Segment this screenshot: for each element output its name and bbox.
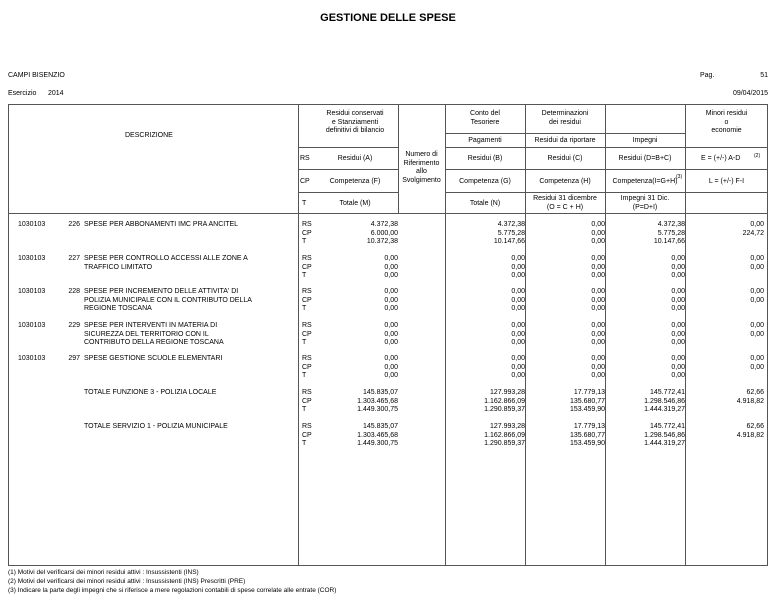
row-values-a: 0,00 0,00 0,00	[384, 355, 398, 379]
header-t: T	[302, 200, 307, 207]
header-minori-residui: Minori residui o economie	[705, 110, 748, 134]
total-values-c: 17.779,13 135.680,77 153.459,90	[569, 423, 605, 447]
row-values-c: 0,00 0,00 0,00	[591, 322, 605, 346]
row-flags: RS CP T	[302, 389, 312, 413]
total-description: TOTALE SERVIZIO 1 - POLIZIA MUNICIPALE	[84, 423, 228, 430]
total-values-b: 127.993,28 1.162.866,09 1.290.859,37	[484, 423, 525, 447]
header-competenza-f: Competenza (F)	[329, 178, 381, 185]
row-values-c: 0,00 0,00 0,00	[591, 255, 605, 279]
header-rule	[445, 192, 768, 193]
row-values-a: 0,00 0,00 0,00	[384, 255, 398, 279]
row-description: SPESE GESTIONE SCUOLE ELEMENTARI	[84, 355, 223, 362]
entity-name: CAMPI BISENZIO	[8, 72, 65, 79]
row-number: 227	[68, 255, 80, 262]
total-values-e: 62,66 4.918,82	[736, 423, 764, 439]
footnote: (1) Motivi del verificarsi dei minori residui attivi : Insussistenti (INS)	[8, 569, 199, 576]
total-description: TOTALE FUNZIONE 3 - POLIZIA LOCALE	[84, 389, 217, 396]
col-divider	[298, 104, 299, 566]
header-residui-a: Residui (A)	[337, 155, 373, 162]
row-flags: RS CP T	[302, 221, 312, 245]
row-values-c: 0,00 0,00 0,00	[591, 221, 605, 245]
header-rule	[445, 169, 768, 170]
header-descrizione: DESCRIZIONE	[125, 132, 173, 139]
row-values-a: 0,00 0,00 0,00	[384, 322, 398, 346]
header-rule	[445, 147, 768, 148]
header-rule	[298, 169, 398, 170]
header-competenza-i: Competenza(I=G+H)	[612, 178, 678, 185]
row-code: 1030103	[18, 322, 46, 329]
row-flags: RS CP T	[302, 355, 312, 379]
header-determinazioni: Determinazioni dei residui	[541, 110, 589, 126]
row-description: SPESE PER ABBONAMENTI IMC PRA ANCITEL	[84, 221, 239, 228]
header-impegni: Impegni	[632, 137, 658, 144]
header-totale-m: Totale (M)	[339, 200, 371, 207]
row-flags: RS CP T	[302, 255, 312, 279]
header-e-formula: E = (+/-) A-D	[701, 155, 741, 162]
row-description: SPESE PER CONTROLLO ACCESSI ALLE ZONE A TRAFFICO LIMITATO	[84, 255, 248, 271]
exercise-year: 2014	[48, 90, 64, 97]
row-number: 297	[68, 355, 80, 362]
row-flags: RS CP T	[302, 288, 312, 312]
header-residui-c: Residui (C)	[547, 155, 583, 162]
row-values-e: 0,00 0,00	[750, 322, 764, 338]
total-values-e: 62,66 4.918,82	[736, 389, 764, 405]
page-title: GESTIONE DELLE SPESE	[320, 12, 456, 24]
header-rule	[445, 133, 685, 134]
header-rs: RS	[300, 155, 310, 162]
row-values-b: 0,00 0,00 0,00	[511, 322, 525, 346]
row-values-e: 0,00 0,00	[750, 355, 764, 371]
header-residui-31: Residui 31 dicembre (O = C + H)	[533, 195, 597, 211]
row-code: 1030103	[18, 355, 46, 362]
total-values-d: 145.772,41 1.298.546,86 1.444.319,27	[644, 389, 685, 413]
row-values-e: 0,00 0,00	[750, 288, 764, 304]
row-values-d: 0,00 0,00 0,00	[671, 255, 685, 279]
footnote: (3) Indicare la parte degli impegni che si riferisce a mere regolazioni contabili di spese correlate alle entrate (COR)	[8, 587, 337, 594]
header-e-note: (2)	[754, 153, 761, 159]
page-number: 51	[760, 72, 768, 79]
row-flags: RS CP T	[302, 423, 312, 447]
row-values-c: 0,00 0,00 0,00	[591, 355, 605, 379]
row-values-a: 4.372,38 6.000,00 10.372,38	[366, 221, 398, 245]
row-values-d: 0,00 0,00 0,00	[671, 322, 685, 346]
page-label: Pag.	[700, 72, 715, 79]
header-competenza-g: Competenza (G)	[459, 178, 511, 185]
header-totale-n: Totale (N)	[469, 200, 501, 207]
total-values-a: 145.835,07 1.303.465,68 1.449.300,75	[357, 423, 398, 447]
header-rule	[298, 147, 398, 148]
row-values-c: 0,00 0,00 0,00	[591, 288, 605, 312]
header-cp: CP	[300, 178, 310, 185]
header-pagamenti: Pagamenti	[468, 137, 502, 144]
header-divider	[8, 213, 768, 214]
row-values-b: 0,00 0,00 0,00	[511, 355, 525, 379]
row-values-d: 4.372,38 5.775,28 10.147,66	[653, 221, 685, 245]
total-values-b: 127.993,28 1.162.866,09 1.290.859,37	[484, 389, 525, 413]
total-values-d: 145.772,41 1.298.546,86 1.444.319,27	[644, 423, 685, 447]
header-residui-d: Residui (D=B+C)	[618, 155, 672, 162]
row-code: 1030103	[18, 255, 46, 262]
header-residui-b: Residui (B)	[467, 155, 503, 162]
total-values-a: 145.835,07 1.303.465,68 1.449.300,75	[357, 389, 398, 413]
row-description: SPESE PER INTERVENTI IN MATERIA DI SICUREZZA DEL TERRITORIO CON IL CONTRIBUTO DELLA REGIONE TOSCANA	[84, 322, 224, 346]
row-description: SPESE PER INCREMENTO DELLE ATTIVITA' DI POLIZIA MUNICIPALE CON IL CONTRIBUTO DELLA REGIONE TOSCANA	[84, 288, 252, 312]
header-rule	[298, 192, 398, 193]
row-values-e: 0,00 224,72	[742, 221, 764, 237]
row-values-a: 0,00 0,00 0,00	[384, 288, 398, 312]
header-residui-conservati: Residui conservati e Stanziamenti definitivi di bilancio	[325, 110, 385, 134]
exercise-label: Esercizio	[8, 90, 37, 97]
header-impegni-31: Impegni 31 Dic. (P=D+I)	[620, 195, 670, 211]
row-values-b: 0,00 0,00 0,00	[511, 288, 525, 312]
row-values-b: 0,00 0,00 0,00	[511, 255, 525, 279]
row-values-d: 0,00 0,00 0,00	[671, 355, 685, 379]
header-i-note: (3)	[676, 174, 683, 180]
report-date: 09/04/2015	[732, 90, 768, 97]
row-code: 1030103	[18, 288, 46, 295]
row-code: 1030103	[18, 221, 46, 228]
header-numero-riferimento: Numero di Riferimento allo Svolgimento	[402, 151, 441, 184]
header-conto-tesoriere: Conto del Tesoriere	[470, 110, 500, 126]
row-values-d: 0,00 0,00 0,00	[671, 288, 685, 312]
total-values-c: 17.779,13 135.680,77 153.459,90	[569, 389, 605, 413]
header-competenza-h: Competenza (H)	[539, 178, 591, 185]
header-residui-da-riportare: Residui da riportare	[534, 137, 596, 144]
row-number: 228	[68, 288, 80, 295]
row-values-e: 0,00 0,00	[750, 255, 764, 271]
footnote: (2) Motivi del verificarsi dei minori residui attivi : Insussistenti (INS) Prescritti (PRE)	[8, 578, 246, 585]
row-number: 226	[68, 221, 80, 228]
header-l-formula: L = (+/-) F-I	[708, 178, 745, 185]
row-number: 229	[68, 322, 80, 329]
row-flags: RS CP T	[302, 322, 312, 346]
row-values-b: 4.372,38 5.775,28 10.147,66	[493, 221, 525, 245]
